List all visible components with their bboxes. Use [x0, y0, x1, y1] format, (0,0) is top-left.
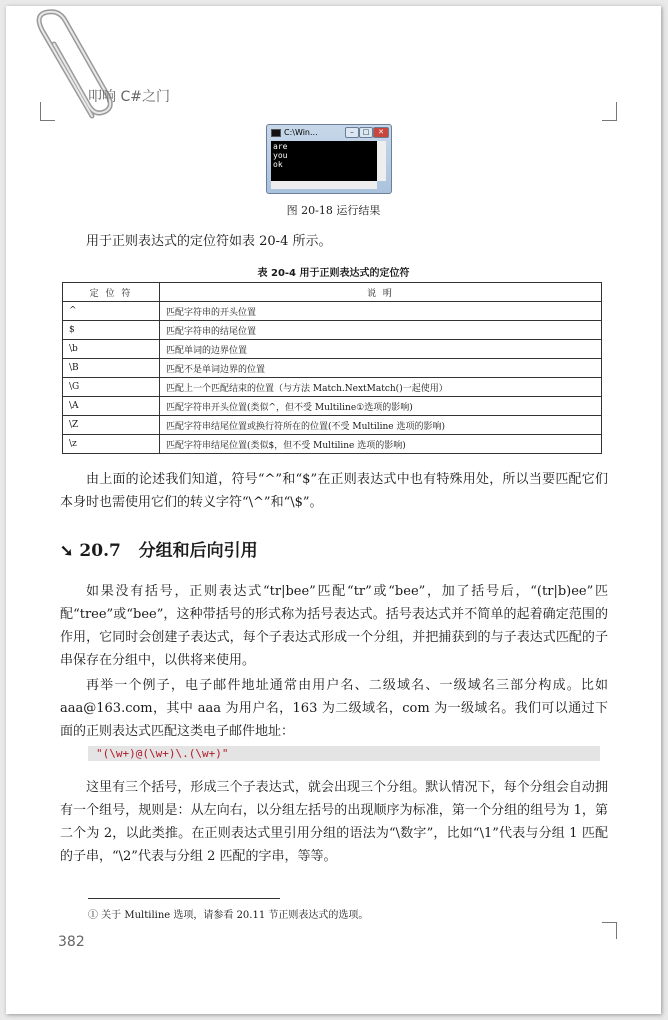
paragraph: 这里有三个括号，形成三个子表达式，就会出现三个分组。默认情况下，每个分组会自动拥有一个组号，规则是：从左向右，以分组左括号的出现顺序为标准，第一个分组的组号为 1，第二个为 2，以此类推。在正则表达式里引用分组的语法为“\数字”，比如“\1”代表与分组 1 匹配的子串，“\2”代表与分组 2 匹配的字串，等等。 — [60, 780, 608, 864]
table-cell: ^ — [63, 302, 160, 321]
table-title: 表 20-4 用于正则表达式的定位符 — [257, 268, 410, 279]
table-cell: \B — [63, 359, 160, 378]
table-cell: 匹配字符串的结尾位置 — [160, 321, 602, 340]
vertical-scrollbar — [377, 141, 386, 181]
intro-paragraph: 用于正则表达式的定位符如表 20-4 所示。 — [86, 234, 332, 249]
paperclip-icon — [20, 8, 120, 128]
table-cell: \Z — [63, 416, 160, 435]
footnote: ① 关于 Multiline 选项，请参看 20.11 节正则表达式的选项。 — [88, 910, 369, 921]
table-row — [63, 302, 602, 321]
table-cell: \b — [63, 340, 160, 359]
table-cell: 匹配不是单词边界的位置 — [160, 359, 602, 378]
table-cell: 匹配字符串结尾位置(类似$，但不受 Multiline 选项的影响) — [160, 435, 602, 454]
console-output — [271, 141, 377, 181]
console-icon — [271, 129, 281, 137]
paragraph: 再举一个例子，电子邮件地址通常由用户名、二级域名、一级域名三部分构成。比如 aaa@163.com，其中 aaa 为用户名，163 为二级域名，com 为一级域名。我们可以通过下面的正则表达式匹配这类电子邮件地址： — [60, 678, 608, 739]
maximize-icon: □ — [359, 127, 373, 138]
book-page — [6, 6, 661, 1014]
window-title — [271, 128, 318, 137]
code-block: "(\w+)@(\w+)\.(\w+)" — [88, 746, 600, 761]
table-cell: \A — [63, 397, 160, 416]
table-row — [63, 378, 602, 397]
paragraph: 如果没有括号，正则表达式“tr|bee”匹配“tr”或“bee”，加了括号后，“(tr|b)ee”匹配“tree”或“bee”，这种带括号的形式称为括号表达式。括号表达式并不简单的起着确定范围的作用，它同时会创建子表达式，每个子表达式形成一个分组，并把捕获到的与子表达式匹配的子串保存在分组中，以供将来使用。 — [60, 584, 608, 668]
table-cell: \z — [63, 435, 160, 454]
table-row — [63, 397, 602, 416]
table-row — [63, 340, 602, 359]
window-title-text: C:\Win... — [284, 128, 318, 137]
section-title: 分组和后向引用 — [138, 541, 258, 561]
crop-mark — [602, 922, 617, 939]
close-icon: ✕ — [373, 127, 389, 138]
console-line: you — [273, 151, 288, 160]
arrow-icon: ➘ — [60, 541, 74, 560]
console-window-screenshot — [266, 124, 392, 194]
console-line: are — [273, 142, 288, 151]
table-cell: 匹配字符串结尾位置或换行符所在的位置(不受 Multiline 选项的影响) — [160, 416, 602, 435]
anchor-table — [62, 282, 602, 454]
table-header-row — [63, 283, 602, 302]
console-line: ok — [273, 160, 283, 169]
table-cell: 匹配单词的边界位置 — [160, 340, 602, 359]
figure-caption: 图 20-18 运行结果 — [286, 204, 381, 217]
running-header: 叩响 C#之门 — [88, 89, 170, 105]
section-number: 20.7 — [79, 541, 121, 561]
page-number: 382 — [58, 934, 85, 950]
table-cell: \G — [63, 378, 160, 397]
column-header: 定 位 符 — [63, 283, 160, 302]
column-header: 说 明 — [160, 283, 602, 302]
paragraph: 由上面的论述我们知道，符号“^”和“$”在正则表达式中也有特殊用处，所以当要匹配它们本身时也需使用它们的转义字符“\^”和“\$”。 — [60, 472, 608, 510]
table-cell: 匹配字符串开头位置(类似^，但不受 Multiline①选项的影响) — [160, 397, 602, 416]
table-row — [63, 435, 602, 454]
horizontal-scrollbar — [271, 181, 377, 189]
table-cell: $ — [63, 321, 160, 340]
footnote-divider — [88, 898, 280, 899]
table-cell: 匹配字符串的开头位置 — [160, 302, 602, 321]
table-cell: 匹配上一个匹配结束的位置（与方法 Match.NextMatch()一起使用） — [160, 378, 602, 397]
minimize-icon: – — [345, 127, 359, 138]
section-heading — [60, 536, 258, 561]
crop-mark — [602, 102, 617, 121]
table-row — [63, 416, 602, 435]
table-row — [63, 321, 602, 340]
table-row — [63, 359, 602, 378]
